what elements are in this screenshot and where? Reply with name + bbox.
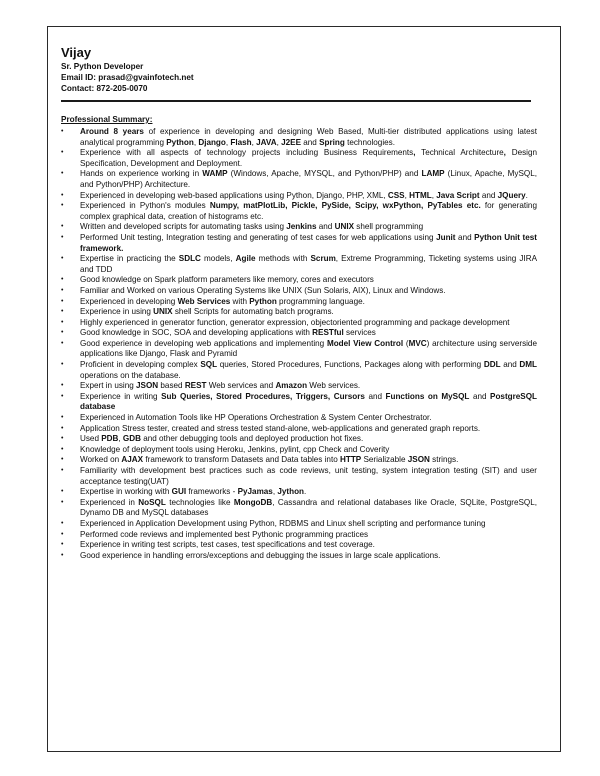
- emphasis-text: Agile: [235, 254, 256, 264]
- bullet-icon: •: [61, 382, 64, 390]
- emphasis-text: Amazon: [275, 381, 308, 391]
- summary-item: [61, 339, 537, 360]
- emphasis-text: ,: [503, 148, 506, 158]
- item-text: (: [403, 338, 409, 348]
- summary-item: [61, 233, 537, 254]
- item-text: ,: [272, 487, 278, 497]
- emphasis-text: NoSQL: [138, 497, 166, 507]
- contact-line: Contact: 872-205-0070: [61, 84, 148, 93]
- summary-item: [61, 434, 537, 445]
- bullet-icon: •: [61, 456, 64, 464]
- item-text: Used: [80, 434, 102, 444]
- item-text: Performed code reviews and implemented best Pythonic programming practices: [80, 529, 369, 539]
- summary-item: [61, 328, 537, 339]
- item-text: Experienced in Python's modules: [80, 201, 210, 211]
- emphasis-text: JSON: [407, 455, 430, 465]
- bullet-icon: •: [61, 233, 64, 241]
- emphasis-text: UNIX: [153, 307, 173, 317]
- bullet-icon: •: [61, 361, 64, 369]
- bullet-icon: •: [61, 286, 64, 294]
- bullet-icon: •: [61, 414, 64, 422]
- emphasis-text: MongoDB: [233, 497, 273, 507]
- item-text: ,: [225, 137, 231, 147]
- item-text: Expertise in working with: [80, 487, 172, 497]
- item-text: Worked on: [80, 455, 122, 465]
- item-text: Experience in writing test scripts, test cases, test specifications and test coverage.: [80, 540, 375, 550]
- item-text: with: [230, 296, 250, 306]
- summary-item: [61, 466, 537, 487]
- item-text: Hands on experience working in: [80, 169, 203, 179]
- summary-item: [61, 381, 537, 392]
- item-text: Knowledge of deployment tools using Heroku, Jenkins, pylint, cpp Check and Coverity: [80, 444, 390, 454]
- item-text: programming language.: [276, 296, 365, 306]
- item-text: and: [364, 391, 386, 401]
- summary-item: [61, 275, 537, 286]
- item-text: ) architecture using serverside applications like Django, Flask and Pyramid: [80, 338, 537, 359]
- bullet-icon: •: [61, 392, 64, 400]
- bullet-icon: •: [61, 519, 64, 527]
- item-text: ,: [276, 137, 282, 147]
- header-divider: [61, 100, 531, 102]
- bullet-icon: •: [61, 318, 64, 326]
- summary-item: [61, 222, 537, 233]
- summary-item: [61, 424, 537, 435]
- emphasis-text: PyJamas: [237, 487, 273, 497]
- item-text: Proficient in developing complex: [80, 360, 201, 370]
- emphasis-text: Python: [166, 137, 194, 147]
- emphasis-text: Web Services: [177, 296, 231, 306]
- emphasis-text: Scrum: [310, 254, 336, 264]
- item-text: Familiar and Worked on various Operating Systems like UNIX (Sun Solaris, AIX), Linux and Windows.: [80, 285, 446, 295]
- item-text: Good experience in handling errors/exceptions and debugging the issues in large scale applications.: [80, 550, 441, 560]
- bullet-icon: •: [61, 297, 64, 305]
- emphasis-text: Jython: [277, 487, 304, 497]
- summary-item: [61, 540, 537, 551]
- emphasis-text: Jenkins: [286, 222, 317, 232]
- summary-item: [61, 169, 537, 190]
- emphasis-text: SQL: [200, 360, 218, 370]
- bullet-icon: •: [61, 488, 64, 496]
- item-text: Experience in writing: [80, 391, 162, 401]
- item-text: frameworks -: [186, 487, 238, 497]
- item-text: shell programming: [354, 222, 424, 232]
- item-text: services: [343, 328, 376, 338]
- emphasis-text: PDB: [101, 434, 119, 444]
- summary-item: [61, 286, 537, 297]
- emphasis-text: GDB: [122, 434, 141, 444]
- summary-list: [61, 127, 537, 561]
- emphasis-text: UNIX: [334, 222, 355, 232]
- item-text: Good knowledge on Spark platform parameters like memory, cores and executors: [80, 275, 374, 285]
- emphasis-text: HTTP: [340, 455, 362, 465]
- bullet-icon: •: [61, 551, 64, 559]
- emphasis-text: J2EE: [281, 137, 302, 147]
- emphasis-text: MVC: [408, 338, 427, 348]
- emphasis-text: CSS: [387, 190, 405, 200]
- emphasis-text: SDLC: [178, 254, 201, 264]
- emphasis-text: GUI: [171, 487, 187, 497]
- bullet-icon: •: [61, 202, 64, 210]
- item-text: of experience in developing and designing Web Based, Multi-tier distributed applications using latest analytical programming: [80, 127, 537, 147]
- item-text: ,: [251, 137, 257, 147]
- item-text: Design Specification, Development and Deployment.: [80, 148, 537, 168]
- item-text: Expertise in practicing the: [80, 254, 179, 264]
- bullet-icon: •: [61, 541, 64, 549]
- emphasis-text: Java Script: [436, 190, 480, 200]
- item-text: ,: [431, 190, 437, 200]
- bullet-icon: •: [61, 435, 64, 443]
- emphasis-text: JSON: [136, 381, 159, 391]
- item-text: queries, Stored Procedures, Functions, Packages along with performing: [217, 360, 484, 370]
- item-text: Expert in using: [80, 381, 137, 391]
- emphasis-text: Django: [198, 137, 226, 147]
- item-text: Experienced in developing: [80, 296, 178, 306]
- item-text: based: [158, 381, 185, 391]
- emphasis-text: Junit: [436, 232, 456, 242]
- emphasis-text: Flash: [230, 137, 252, 147]
- summary-item: [61, 551, 537, 562]
- item-text: and: [479, 190, 498, 200]
- bullet-icon: •: [61, 339, 64, 347]
- bullet-icon: •: [61, 467, 64, 474]
- summary-item: [61, 191, 537, 202]
- item-text: models,: [200, 254, 236, 264]
- emphasis-text: DML: [519, 360, 538, 370]
- emphasis-text: DDL: [483, 360, 501, 370]
- section-heading: Professional Summary:: [61, 115, 153, 124]
- bullet-icon: •: [61, 530, 64, 538]
- item-text: Experienced in Application Development using Python, RDBMS and Linux shell scripting and performance tuning: [80, 518, 486, 528]
- emphasis-text: Numpy, matPlotLib, Pickle, PySide, Scipy, wxPython, PyTables etc.: [209, 201, 481, 211]
- summary-item: [61, 392, 537, 413]
- emphasis-text: Python Unit test framework.: [80, 232, 537, 253]
- emphasis-text: JAVA: [256, 137, 277, 147]
- summary-item: [61, 148, 537, 169]
- bullet-icon: •: [61, 424, 64, 432]
- summary-item: [61, 201, 537, 222]
- emphasis-text: PostgreSQL database: [80, 391, 537, 412]
- item-text: Experience in using: [80, 307, 154, 317]
- item-text: framework to transform Datasets and Data tables into: [143, 455, 340, 465]
- item-text: and: [316, 222, 335, 232]
- emphasis-text: HTML: [409, 190, 432, 200]
- item-text: Experienced in Automation Tools like HP Operations Orchestration & System Center Orchestrator.: [80, 413, 432, 423]
- bullet-icon: •: [61, 276, 64, 284]
- item-text: Technical Architecture: [415, 148, 504, 158]
- item-text: and: [301, 137, 320, 147]
- bullet-icon: •: [61, 170, 64, 178]
- item-text: , Cassandra and relational databases like Oracle, SQLite, PostgreSQL, Dynamo DB and MySQL databases: [80, 497, 538, 518]
- item-text: Good knowledge in SOC, SOA and developing applications with: [80, 328, 313, 338]
- item-text: , Extreme Programming, Ticketing systems using JIRA and TDD: [80, 254, 537, 274]
- summary-item: [61, 127, 537, 148]
- summary-item: [61, 498, 537, 519]
- item-text: Experienced in developing web-based applications using Python, Django, PHP, XML,: [80, 190, 388, 200]
- item-text: (Linux, Apache, MySQL, and Python/PHP) Architecture.: [80, 169, 537, 189]
- bullet-icon: •: [61, 255, 64, 263]
- item-text: .: [304, 487, 307, 497]
- item-text: ,: [404, 190, 410, 200]
- item-text: and other debugging tools and deployed production hot fixes.: [140, 434, 364, 444]
- job-title: Sr. Python Developer: [61, 62, 144, 71]
- item-text: Web services and: [206, 381, 276, 391]
- emphasis-text: Spring: [319, 137, 345, 147]
- item-text: ,: [193, 137, 199, 147]
- emphasis-text: REST: [184, 381, 207, 391]
- summary-item: [61, 487, 537, 498]
- item-text: and: [500, 360, 520, 370]
- item-text: Familiarity with development best practices such as code reviews, unit testing, system integration testing (SIT) and user acceptance testing(UAT): [80, 466, 537, 486]
- summary-item: [61, 455, 537, 466]
- item-text: technologies like: [165, 497, 234, 507]
- emphasis-text: ,: [413, 148, 416, 158]
- item-text: Experience with all aspects of technology projects including Business Requirements: [80, 148, 414, 158]
- summary-item: [61, 318, 537, 329]
- emphasis-text: WAMP: [202, 169, 228, 179]
- emphasis-text: Python: [249, 296, 277, 306]
- item-text: Good experience in developing web applications and implementing: [80, 338, 327, 348]
- item-text: (Windows, Apache, MYSQL, and Python/PHP) and: [227, 169, 422, 179]
- emphasis-text: Sub Queries, Stored Procedures, Triggers, Cursors: [161, 391, 365, 401]
- item-text: shell Scripts for automating batch programs.: [172, 307, 334, 317]
- item-text: and: [455, 232, 475, 242]
- professional-summary-section: [61, 114, 537, 561]
- item-text: operations on the database.: [80, 370, 181, 380]
- item-text: and: [469, 391, 491, 401]
- emphasis-text: JQuery: [497, 190, 526, 200]
- bullet-icon: •: [61, 308, 64, 316]
- item-text: Application Stress tester, created and stress tested stand-alone, web-applications and generated graph reports.: [80, 423, 481, 433]
- bullet-icon: •: [61, 149, 64, 157]
- item-text: Web services.: [307, 381, 361, 391]
- bullet-icon: •: [61, 128, 64, 135]
- emphasis-text: Around 8 years: [80, 127, 144, 136]
- emphasis-text: LAMP: [421, 169, 445, 179]
- candidate-name: Vijay: [61, 45, 92, 60]
- summary-item: [61, 297, 537, 308]
- resume-header: [61, 45, 194, 94]
- emphasis-text: Functions on MySQL: [385, 391, 470, 401]
- item-text: strings.: [429, 455, 459, 465]
- email-line: Email ID: prasad@gvainfotech.net: [61, 73, 194, 82]
- item-text: Serializable: [361, 455, 408, 465]
- summary-item: [61, 307, 537, 318]
- summary-item: [61, 413, 537, 424]
- item-text: Highly experienced in generator function, generator expression, objectoriented programming and package development: [80, 317, 510, 327]
- bullet-icon: •: [61, 329, 64, 337]
- summary-item: [61, 530, 537, 541]
- bullet-icon: •: [61, 191, 64, 199]
- item-text: Performed Unit testing, Integration testing and generating of test cases for web applications using: [80, 232, 437, 242]
- item-text: Experienced in: [80, 497, 139, 507]
- item-text: .: [525, 190, 528, 200]
- item-text: for generating complex graphical data, creation of histograms etc.: [80, 201, 537, 221]
- bullet-icon: •: [61, 223, 64, 231]
- emphasis-text: Model View Control: [326, 338, 404, 348]
- summary-item: [61, 254, 537, 275]
- bullet-icon: •: [61, 445, 64, 453]
- item-text: technologies.: [344, 137, 395, 147]
- bullet-icon: •: [61, 498, 64, 506]
- summary-item: [61, 360, 537, 381]
- item-text: Written and developed scripts for automating tasks using: [80, 222, 287, 232]
- emphasis-text: RESTful: [312, 328, 344, 338]
- item-text: ,: [118, 434, 123, 444]
- item-text: methods with: [255, 254, 311, 264]
- emphasis-text: AJAX: [121, 455, 144, 465]
- summary-item: [61, 519, 537, 530]
- summary-item: [61, 445, 537, 456]
